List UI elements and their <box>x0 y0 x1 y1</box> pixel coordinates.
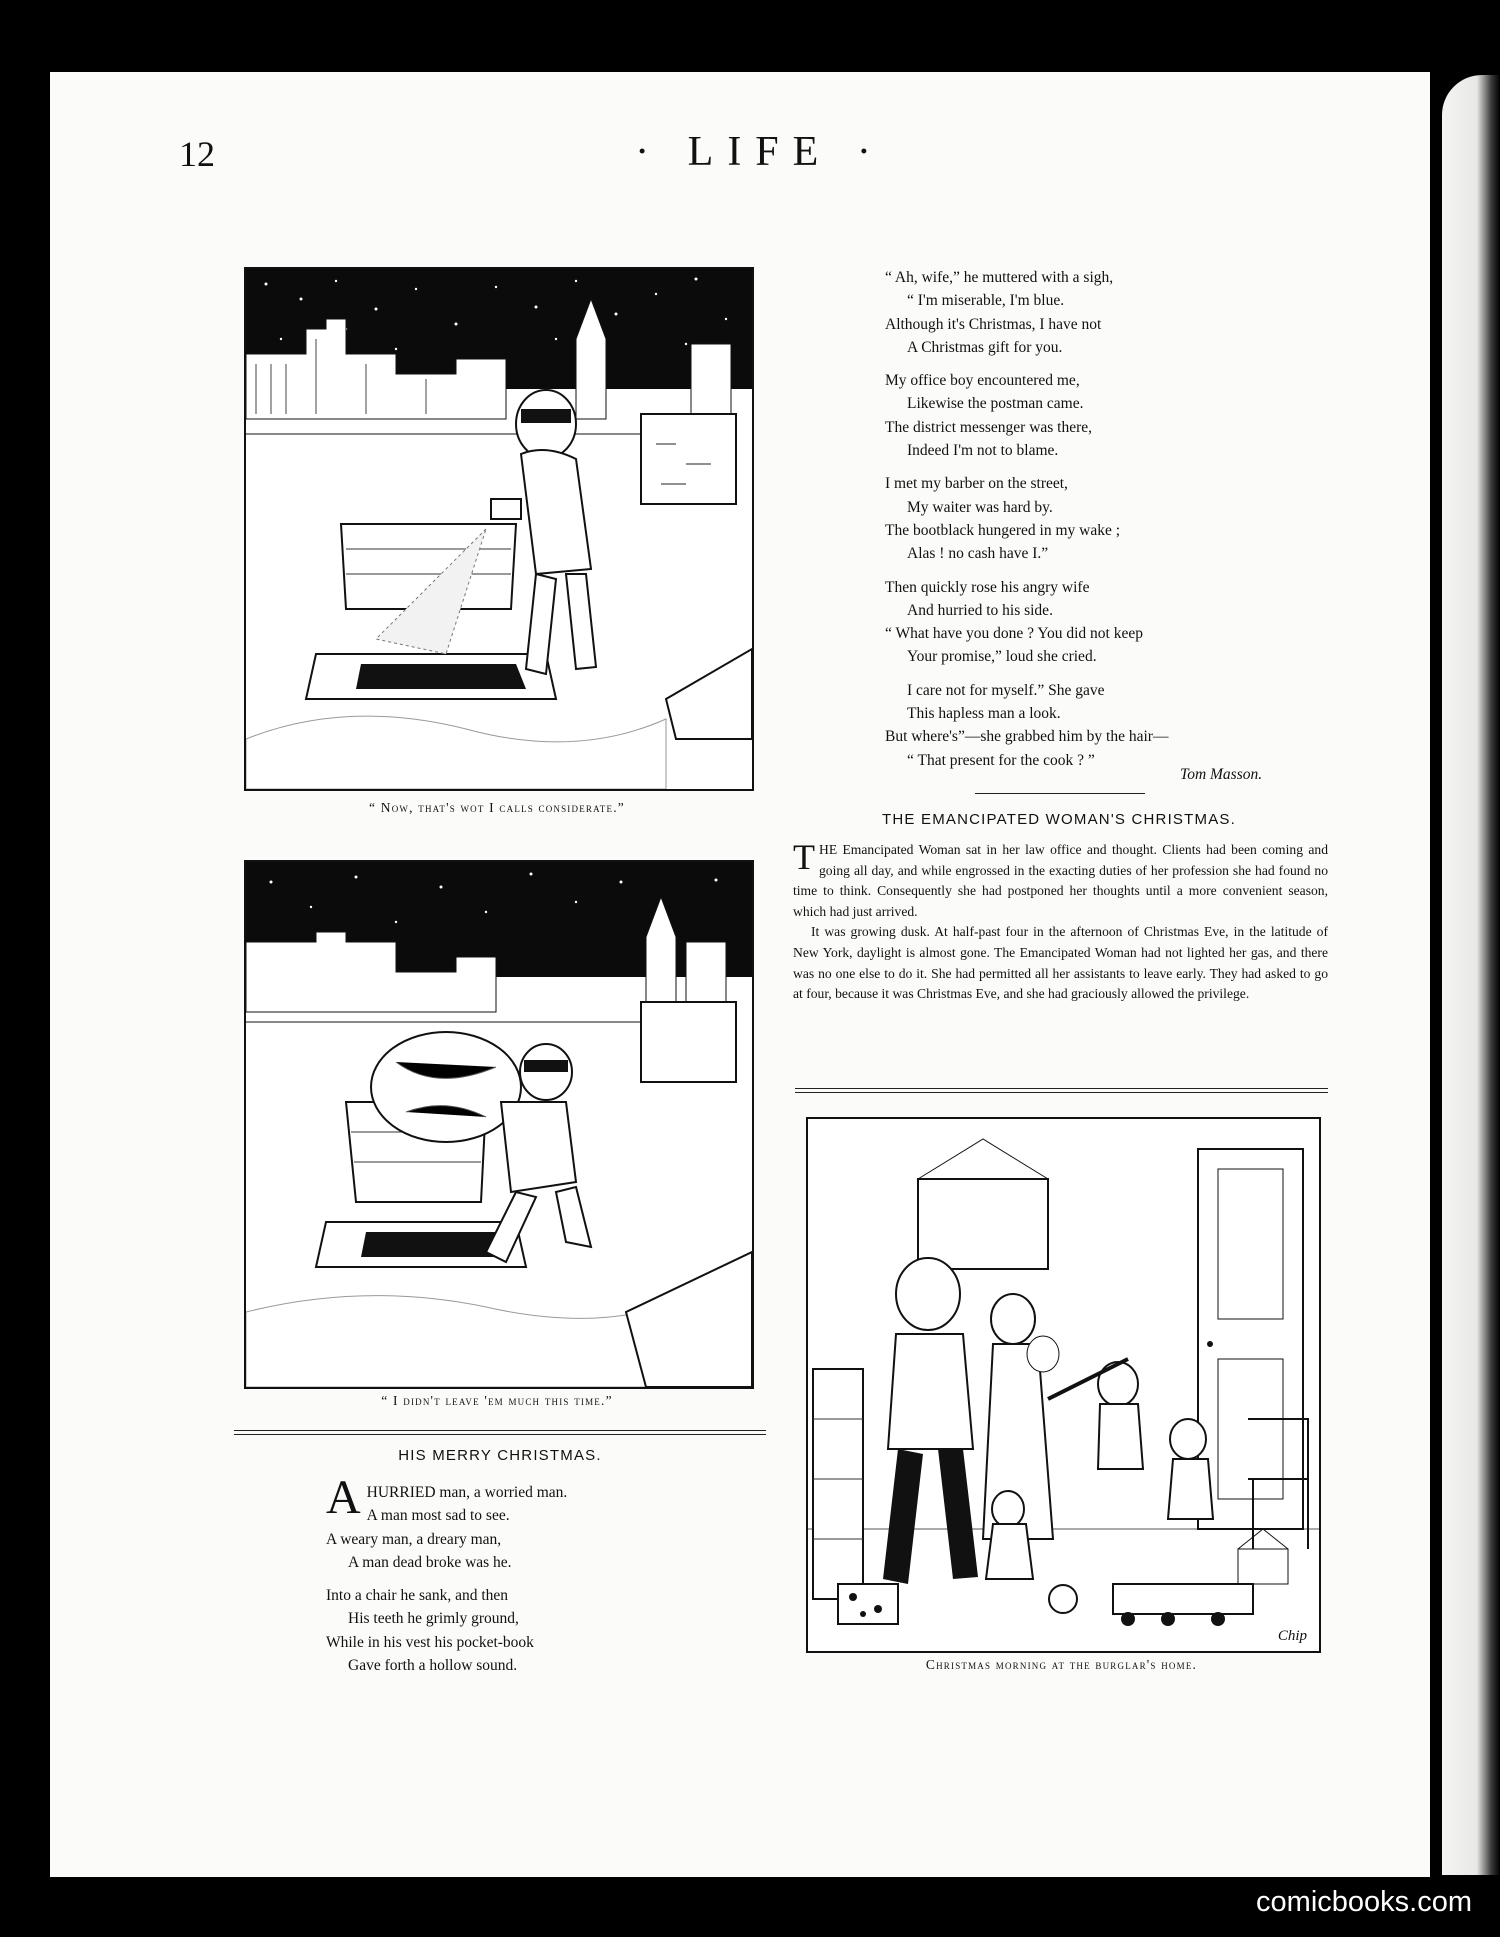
poem-column-2 <box>885 266 1325 772</box>
poem-line: And hurried to his side. <box>907 601 1053 619</box>
poem-column-1 <box>326 1471 746 1677</box>
cartoon-top-caption: “ Now, that's wot I calls considerate.” <box>369 800 625 815</box>
poem-line: My office boy encountered me, <box>885 372 1080 390</box>
article-body <box>793 837 1328 1005</box>
poem-title: HIS MERRY CHRISTMAS. <box>398 1447 602 1464</box>
poem-line: “ What have you done ? You did not keep <box>885 625 1143 643</box>
poem-stanza <box>885 472 1325 565</box>
poem-line: The district messenger was there, <box>885 418 1093 436</box>
cartoon-burglar-sack-illustration <box>246 862 752 1387</box>
section-rule <box>234 1430 766 1435</box>
poem-line: A man most sad to see. <box>366 1507 510 1525</box>
article-paragraph-text: HE Emancipated Woman sat in her law office and thought. Clients had been coming and going all day, and while engrossed in the exacting duties of her profession she had found no time to think. Consequently she had postponed her thoughts until a more convenient season, which had just arrived. <box>793 842 1328 919</box>
poem-line: I met my barber on the street, <box>885 475 1068 493</box>
poem-line: “ That present for the cook ? ” <box>907 751 1095 769</box>
poem-line: A Christmas gift for you. <box>907 338 1063 356</box>
poem-line: HURRIED man, a worried man. <box>366 1484 568 1501</box>
adjacent-page-edge <box>1442 75 1500 1875</box>
poem-line: Likewise the postman came. <box>907 395 1084 413</box>
poem-line: I care not for myself.” She gave <box>907 681 1105 699</box>
poem-line: His teeth he grimly ground, <box>348 1610 519 1628</box>
cartoon-burglar-lantern <box>244 267 754 791</box>
poem-line: “ I'm miserable, I'm blue. <box>907 292 1065 310</box>
poem-line: A weary man, a dreary man, <box>326 1530 502 1548</box>
poem-line: “ Ah, wife,” he muttered with a sigh, <box>885 269 1114 286</box>
poem-line: This hapless man a look. <box>907 705 1061 723</box>
cartoon-burglar-sack <box>244 860 754 1389</box>
poem-stanza <box>885 369 1325 462</box>
poem-line: The bootblack hungered in my wake ; <box>885 521 1121 539</box>
watermark-text: comicbooks.com <box>1256 1886 1472 1918</box>
masthead: · LIFE · <box>635 129 885 175</box>
poem-line: But where's”—she grabbed him by the hair— <box>885 728 1169 746</box>
short-rule <box>975 793 1145 794</box>
article-paragraph <box>793 837 1328 922</box>
cartoon-christmas-morning <box>806 1117 1321 1653</box>
poem-line: A man dead broke was he. <box>348 1553 512 1571</box>
poem-author: Tom Masson. <box>1180 766 1263 783</box>
poem-stanza <box>885 679 1325 772</box>
poem-line: Alas ! no cash have I.” <box>907 545 1049 563</box>
poem-line: Although it's Christmas, I have not <box>885 315 1102 333</box>
poem-line: Gave forth a hollow sound. <box>348 1657 518 1675</box>
page-number: 12 <box>179 134 215 174</box>
section-rule <box>795 1088 1328 1093</box>
article-paragraph: It was growing dusk. At half-past four in the afternoon of Christmas Eve, in the latitude of New York, daylight is almost gone. The Emancipated Woman had not lighted her gas, and there was no one else to do it. She had permitted all her assistants to leave early. They had asked to go at four, because it was Christmas Eve, and she had graciously allowed the privilege. <box>793 924 1328 1002</box>
article-dropcap: T <box>793 837 815 877</box>
poem-stanza <box>885 266 1325 359</box>
poem-line: Your promise,” loud she cried. <box>907 648 1097 666</box>
poem-line: While in his vest his pocket-book <box>326 1633 534 1651</box>
cartoon-burglar-lantern-illustration <box>246 269 752 789</box>
artist-signature: Chip <box>1277 1628 1307 1644</box>
poem-line: Indeed I'm not to blame. <box>907 442 1059 460</box>
poem-line: Then quickly rose his angry wife <box>885 578 1090 596</box>
poem-line: Into a chair he sank, and then <box>326 1587 509 1605</box>
cartoon-middle-caption: “ I didn't leave 'em much this time.” <box>381 1393 613 1408</box>
poem-dropcap: A <box>326 1471 361 1524</box>
poem-stanza <box>885 576 1325 669</box>
cartoon-right-caption: Christmas morning at the burglar's home. <box>925 1657 1198 1672</box>
article-title: THE EMANCIPATED WOMAN'S CHRISTMAS. <box>882 811 1236 828</box>
cartoon-christmas-morning-illustration <box>808 1119 1319 1651</box>
poem-line: My waiter was hard by. <box>907 498 1053 516</box>
